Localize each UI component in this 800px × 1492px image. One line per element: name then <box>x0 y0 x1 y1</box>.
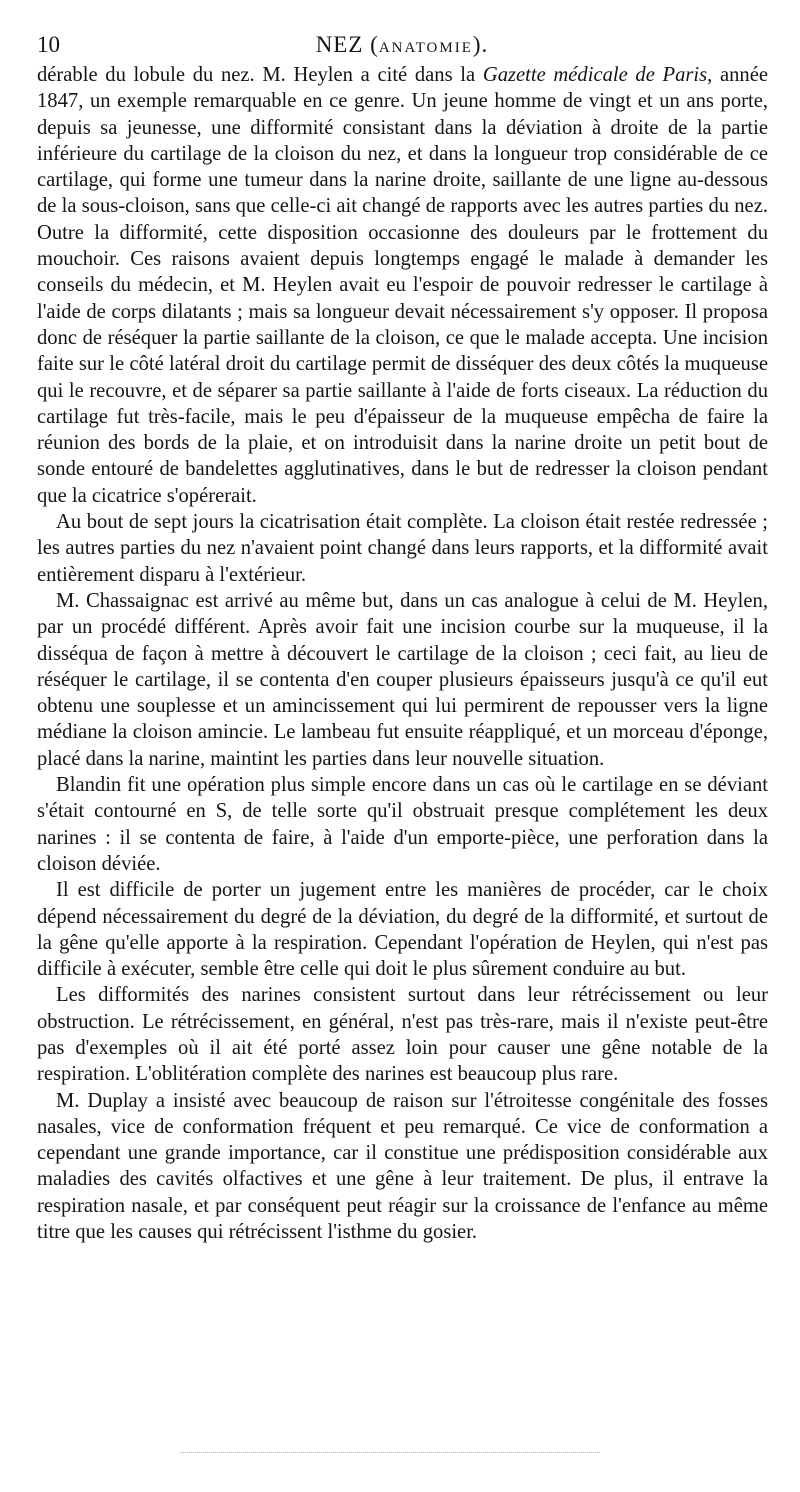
page-number: 10 <box>37 32 60 57</box>
paragraph: Blandin fit une opération plus simple encore dans un cas où le cartilage en se déviant s'était contourné en S, de telle sorte qu'il obstruait presque complétement les deux narines : il se contenta de faire, à l'aide d'un emporte-pièce, une perforation dans la cloison déviée. <box>37 774 768 875</box>
faint-bottom-rule <box>180 1452 600 1453</box>
header-title-main: NEZ ( <box>315 32 379 57</box>
paragraph: Les difformités des narines consistent surtout dans leur rétrécissement ou leur obstruction. Le rétrécissement, en général, n'est pas très-rare, mais il n'existe peut-être pas d'exemples où il ait été porté assez loin pour causer une gêne notable de la respiration. L'oblitération complète des narines est beaucoup plus rare. <box>37 984 768 1086</box>
paragraph-text: dérable du lobule du nez. M. Heylen a cité dans la <box>37 64 483 86</box>
paragraph: Il est difficile de porter un jugement entre les manières de procéder, car le choix dépend nécessairement du degré de la déviation, du degré de la difformité, et surtout de la gêne qu'elle apporte à la respiration. Cependant l'opération de Heylen, qui n'est pas difficile à exécuter, semble être celle qui doit le plus sûrement conduire au but. <box>37 879 768 981</box>
header-title-small-caps: ANATOMIE <box>378 40 473 56</box>
paragraph-text: , année 1847, un exemple remarquable en ce genre. Un jeune homme de vingt et un ans porte, depuis sa jeunesse, une difformité consistant dans la déviation à droite de la partie inférieure du cartilage de la cloison du nez, et dans la longueur trop considérable de ce cartilage, qui forme une tumeur dans la narine droite, saillante de une ligne au-dessous de la sous-cloison, sans que celle-ci ait changé de rapports avec les autres parties du nez. Outre la difformité, cette disposition occasionne des douleurs par le frottement du mouchoir. Ces raisons avaient depuis longtemps engagé le malade à demander les conseils du médecin, et M. Heylen avait eu l'espoir de pouvoir redresser le cartilage à l'aide de corps dilatants ; mais sa longueur devait nécessairement s'y opposer. Il proposa donc de réséquer la partie saillante de la cloison, ce que le malade accepta. Une incision faite sur le côté latéral droit du cartilage permit de disséquer des deux côtés la muqueuse qui le recouvre, et de séparer sa partie saillante à l'aide de forts ciseaux. La réduction du cartilage fut très-facile, mais le peu d'épaisseur de la muqueuse empêcha de faire la réunion des bords de la plaie, et on introduisit dans la narine droite un petit bout de sonde entouré de bandelettes agglutinatives, dans le but de redresser la cloison pendant que la cicatrice s'opérerait. <box>37 64 769 507</box>
journal-title: Gazette médicale de Paris <box>482 64 708 86</box>
body-text <box>37 62 768 1245</box>
header-title-end: ). <box>472 32 489 57</box>
running-head <box>37 30 767 60</box>
paragraph: M. Duplay a insisté avec beaucoup de raison sur l'étroitesse congénitale des fosses nasales, vice de conformation fréquent et peu remarqué. Ce vice de conformation a cependant une grande importance, car il constitue une prédisposition considérable aux maladies des cavités olfactives et une gêne à leur traitement. De plus, il entrave la respiration nasale, et par conséquent peut réagir sur la croissance de l'enfance au même titre que les causes qui rétrécissent l'isthme du gosier. <box>37 1089 768 1244</box>
header-title <box>37 30 767 63</box>
paragraph: Au bout de sept jours la cicatrisation était complète. La cloison était restée redressée ; les autres parties du nez n'avaient point changé dans leurs rapports, et la difformité avait entièrement disparu à l'extérieur. <box>37 511 768 586</box>
paragraph-continuation <box>37 62 768 509</box>
paragraph: M. Chassaignac est arrivé au même but, dans un cas analogue à celui de M. Heylen, par un procédé différent. Après avoir fait une incision courbe sur la muqueuse, il la disséqua de façon à mettre à découvert le cartilage de la cloison ; ceci fait, au lieu de réséquer le cartilage, il se contenta d'en couper plusieurs épaisseurs jusqu'à ce qu'il eut obtenu une souplesse et un amincissement qui lui permirent de repousser vers la ligne médiane la cloison amincie. Le lambeau fut ensuite réappliqué, et un morceau d'éponge, placé dans la narine, maintint les parties dans leur nouvelle situation. <box>37 589 768 770</box>
